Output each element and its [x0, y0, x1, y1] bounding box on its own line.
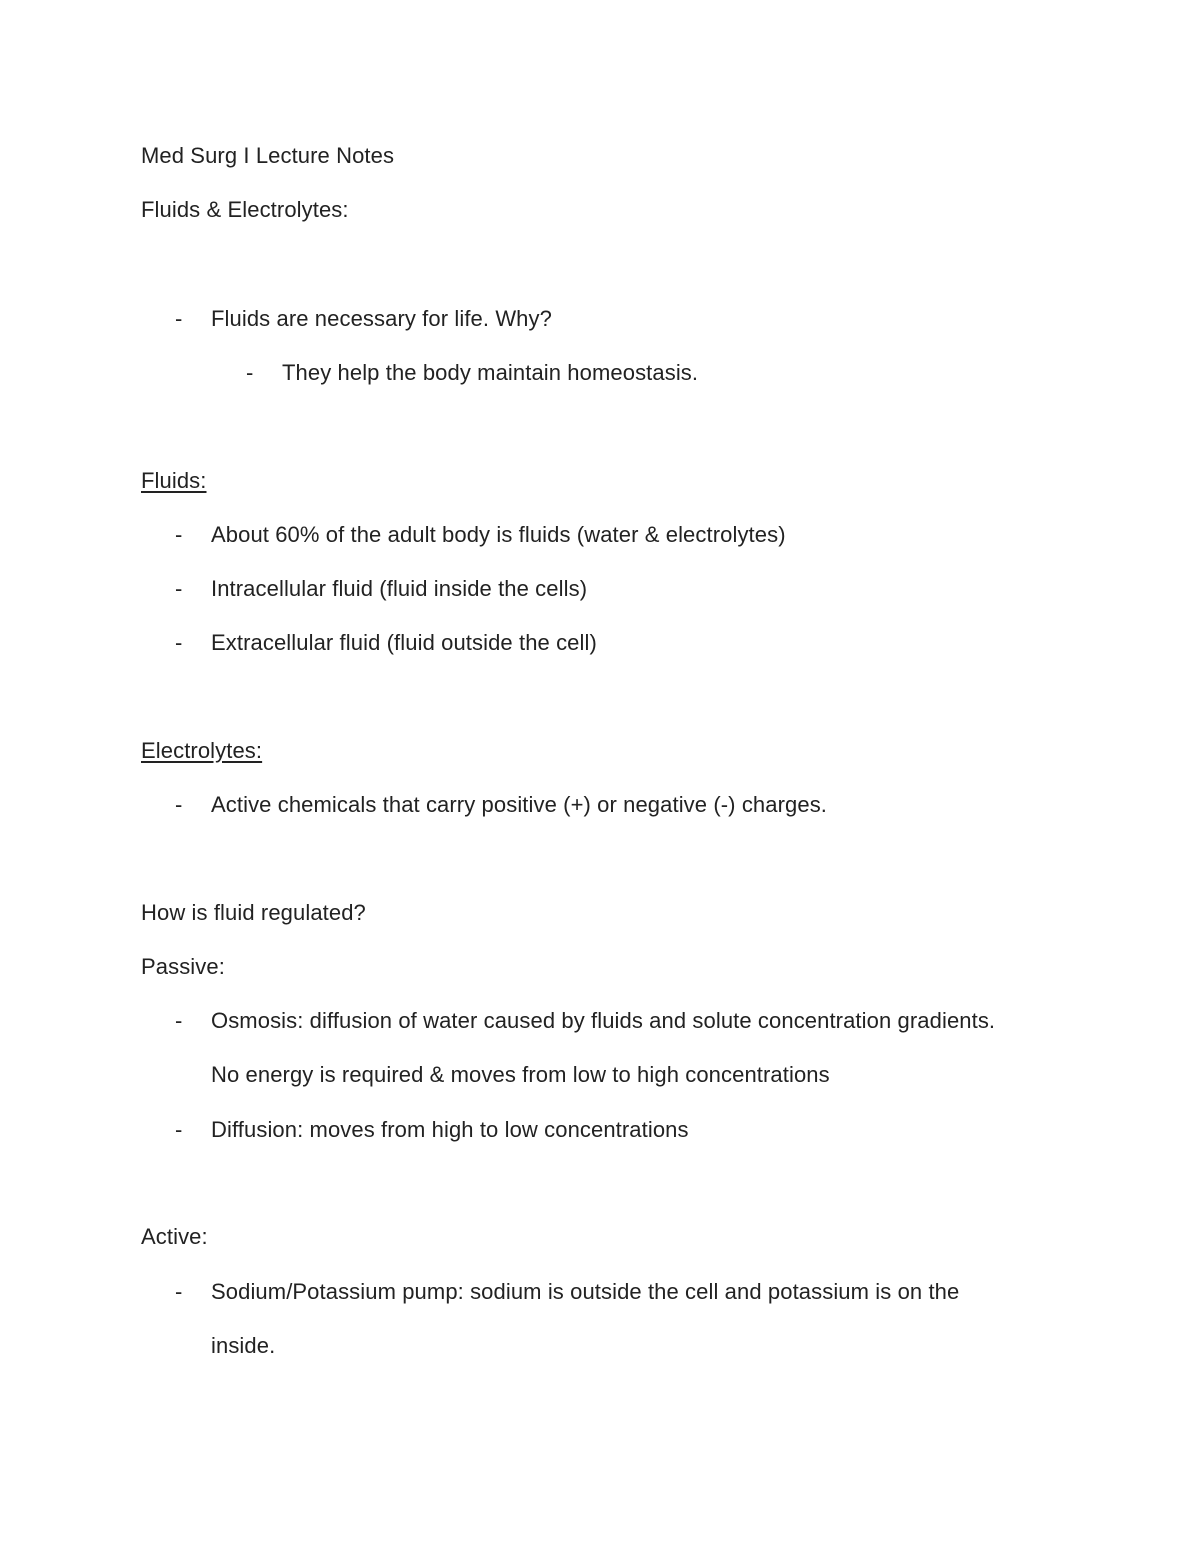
document-title: Med Surg I Lecture Notes: [141, 143, 395, 168]
bullet-marker: -: [175, 522, 183, 547]
bullet-marker: -: [175, 576, 183, 601]
regulation-question: How is fluid regulated?: [141, 900, 366, 925]
bullet-marker: -: [175, 792, 183, 817]
bullet-marker: -: [246, 360, 254, 385]
passive-item-line: Diffusion: moves from high to low concentrations: [211, 1117, 689, 1142]
fluids-heading: Fluids:: [141, 468, 207, 493]
topic-heading: Fluids & Electrolytes:: [141, 197, 349, 222]
fluids-item: Intracellular fluid (fluid inside the cells): [211, 576, 588, 601]
intro-bullet: Fluids are necessary for life. Why?: [211, 306, 552, 331]
active-item-line: Sodium/Potassium pump: sodium is outside the cell and potassium is on the: [211, 1279, 960, 1304]
passive-heading: Passive:: [141, 954, 225, 979]
electrolytes-heading: Electrolytes:: [141, 738, 263, 763]
passive-item-line: No energy is required & moves from low to high concentrations: [211, 1062, 830, 1087]
fluids-item: About 60% of the adult body is fluids (water & electrolytes): [211, 522, 786, 547]
bullet-marker: -: [175, 306, 183, 331]
intro-sub-bullet: They help the body maintain homeostasis.: [282, 360, 699, 385]
fluids-item: Extracellular fluid (fluid outside the cell): [211, 630, 597, 655]
bullet-marker: -: [175, 1117, 183, 1142]
bullet-marker: -: [175, 630, 183, 655]
active-heading: Active:: [141, 1224, 208, 1249]
passive-item-line: Osmosis: diffusion of water caused by fluids and solute concentration gradients.: [211, 1008, 996, 1033]
electrolytes-item: Active chemicals that carry positive (+) or negative (-) charges.: [211, 792, 828, 817]
bullet-marker: -: [175, 1008, 183, 1033]
bullet-marker: -: [175, 1279, 183, 1304]
active-item-line: inside.: [211, 1333, 276, 1358]
